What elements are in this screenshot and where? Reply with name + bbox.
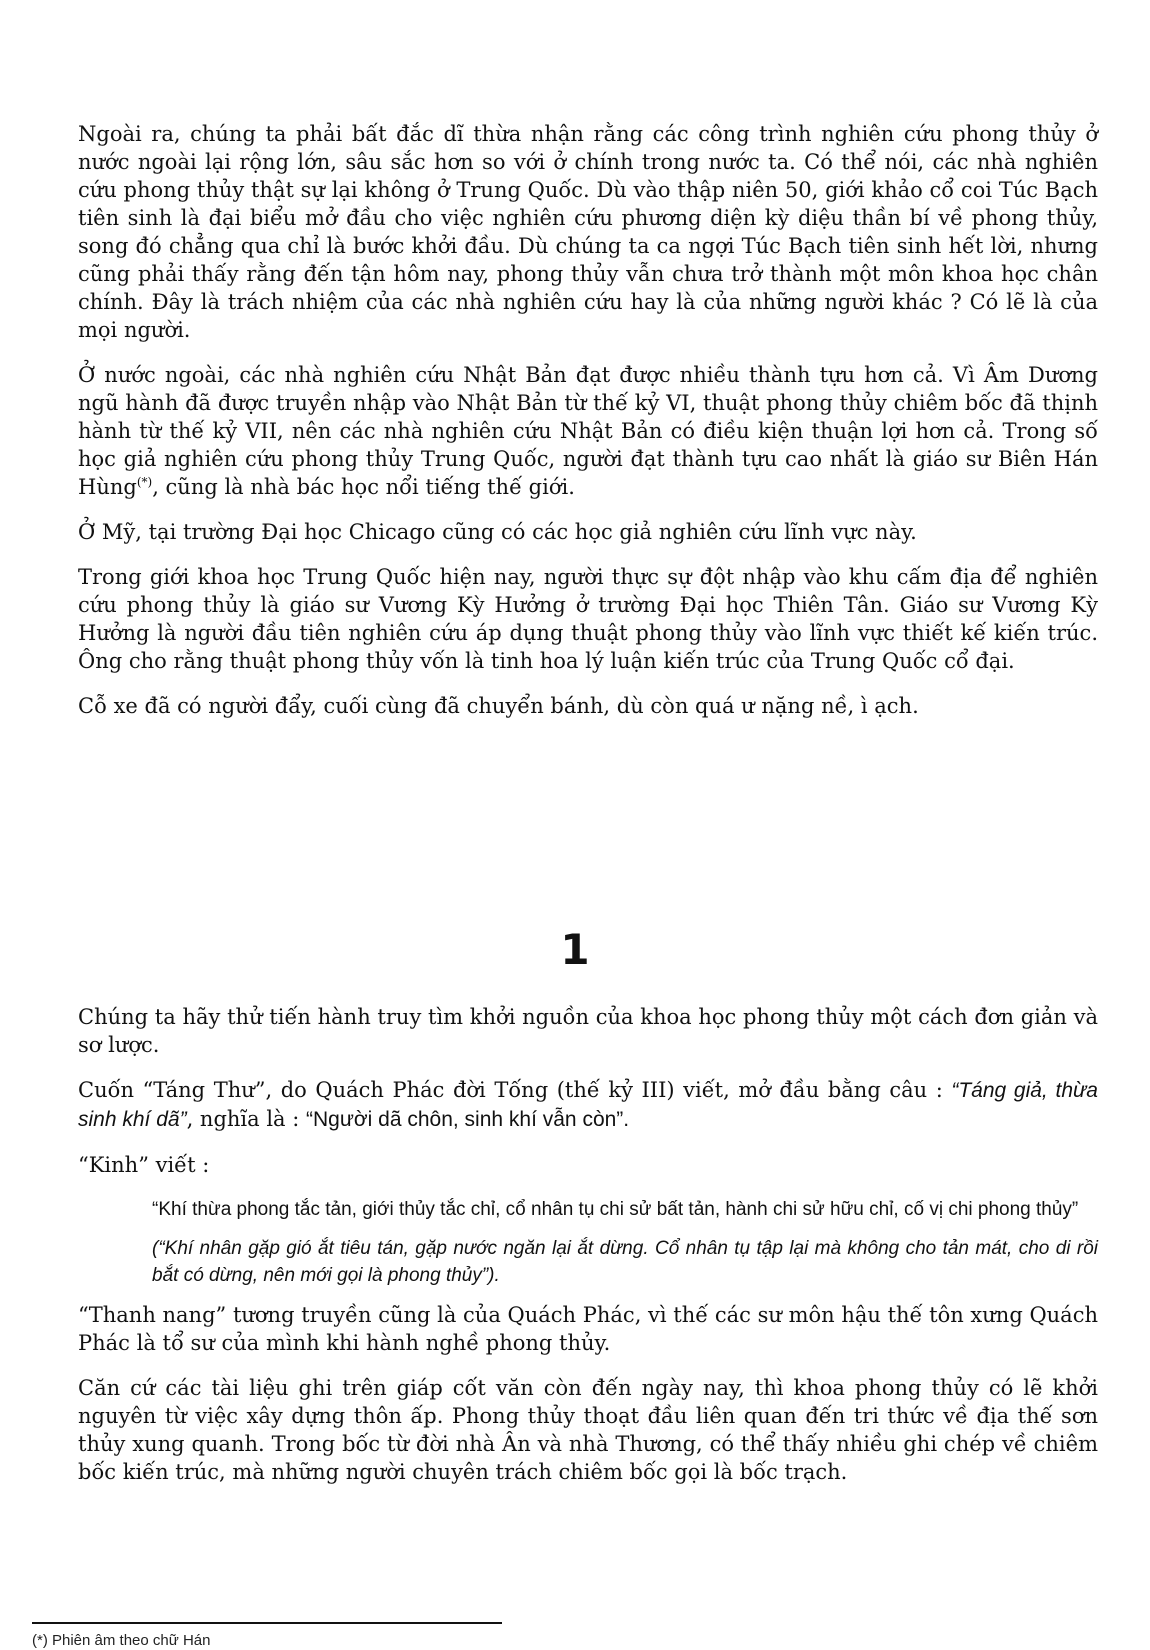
paragraph: Chúng ta hãy thử tiến hành truy tìm khởi nguồn của khoa học phong thủy một cách đơn giản và sơ lược. bbox=[78, 1005, 1098, 1057]
paragraph: “Thanh nang” tương truyền cũng là của Quách Phác, vì thế các sư môn hậu thế tôn xưng Quách Phác là tổ sư của mình khi hành nghề phong thủy. bbox=[78, 1303, 1098, 1355]
paragraph: “Kinh” viết : bbox=[78, 1153, 210, 1177]
paragraph: Căn cứ các tài liệu ghi trên giáp cốt văn còn đến ngày nay, thì khoa phong thủy có lẽ khởi nguyên từ việc xây dựng thôn ấp. Phong thủy thoạt đầu liên quan đến tri thức về địa thế sơn thủy xung quanh. Trong bốc từ đời nhà Ân và nhà Thương, có thể thấy nhiều ghi chép về chiêm bốc kiến trúc, mà những người chuyên trách chiêm bốc gọi là bốc trạch. bbox=[78, 1376, 1098, 1484]
paragraph: Cỗ xe đã có người đẩy, cuối cùng đã chuyển bánh, dù còn quá ư nặng nề, ì ạch. bbox=[78, 694, 919, 718]
paragraph-text: Ở nước ngoài, các nhà nghiên cứu Nhật Bản đạt được nhiều thành tựu hơn cả. Vì Âm Dương ngũ hành đã được truyền nhập vào Nhật Bản từ thế kỷ VI, thuật phong thủy chiêm bốc đã thịnh hành từ thế kỷ VII, nên các nhà nghiên cứu Nhật Bản có điều kiện thuận lợi hơn cả. Trong số học giả nghiên cứu phong thủy Trung Quốc, người đạt thành tựu cao nhất là giáo sư Biên Hán Hùng bbox=[78, 363, 1098, 499]
chapter-number: 1 bbox=[560, 925, 590, 974]
paragraph: Ở Mỹ, tại trường Đại học Chicago cũng có các học giả nghiên cứu lĩnh vực này. bbox=[78, 520, 917, 544]
section-after-chapter bbox=[78, 1003, 1098, 1503]
footnote: (*) Phiên âm theo chữ Hán bbox=[32, 1632, 211, 1649]
paragraph-text: Cuốn “Táng Thư”, do Quách Phác đời Tống (thế kỷ III) viết, mở đầu bằng câu : bbox=[78, 1078, 952, 1102]
paragraph: Trong giới khoa học Trung Quốc hiện nay, người thực sự đột nhập vào khu cấm địa để nghiên cứu phong thủy là giáo sư Vương Kỳ Hưởng ở trường Đại học Thiên Tân. Giáo sư Vương Kỳ Hưởng là người đầu tiên nghiên cứu áp dụng thuật phong thủy vào lĩnh vực thiết kế kiến trúc. Ông cho rằng thuật phong thủy vốn là tinh hoa lý luận kiến trúc của Trung Quốc cổ đại. bbox=[78, 565, 1098, 673]
paragraph bbox=[78, 361, 1098, 501]
quoted-meaning: “Người dã chôn, sinh khí vẫn còn”. bbox=[305, 1108, 630, 1131]
block-quote-translation: (“Khí nhân gặp gió ắt tiêu tán, gặp nước ngăn lại ắt dừng. Cổ nhân tụ tập lại mà không cho tản mát, cho di rồi bắt có dừng, nên mới gọi là phong thủy”). bbox=[152, 1238, 1098, 1286]
paragraph: Ngoài ra, chúng ta phải bất đắc dĩ thừa nhận rằng các công trình nghiên cứu phong thủy ở nước ngoài lại rộng lớn, sâu sắc hơn so với ở chính trong nước ta. Có thể nói, các nhà nghiên cứu phong thủy thật sự lại không ở Trung Quốc. Dù vào thập niên 50, giới khảo cổ coi Túc Bạch tiên sinh là đại biểu mở đầu cho việc nghiên cứu phương diện kỳ diệu thần bí về phong thủy, song đó chẳng qua chỉ là bước khởi đầu. Dù chúng ta ca ngợi Túc Bạch tiên sinh hết lời, nhưng cũng phải thấy rằng đến tận hôm nay, phong thủy vẫn chưa trở thành một môn khoa học chân chính. Đây là trách nhiệm của các nhà nghiên cứu hay là của những người khác ? Có lẽ là của mọi người. bbox=[78, 122, 1098, 342]
footnote-divider bbox=[32, 1622, 502, 1624]
block-quote: “Khí thừa phong tắc tản, giới thủy tắc chỉ, cổ nhân tụ chi sử bất tản, hành chi sử hữu chỉ, cố vị chi phong thủy” bbox=[152, 1199, 1079, 1220]
paragraph bbox=[78, 1076, 1098, 1134]
section-before-chapter bbox=[78, 120, 1098, 737]
paragraph-text: , nghĩa là : bbox=[186, 1107, 306, 1131]
paragraph-text: , cũng là nhà bác học nổi tiếng thế giới. bbox=[152, 475, 575, 499]
footnote-marker: (*) bbox=[136, 475, 153, 489]
quoted-phrase: “Táng giả, thừa sinh khí dã” bbox=[78, 1079, 1098, 1131]
